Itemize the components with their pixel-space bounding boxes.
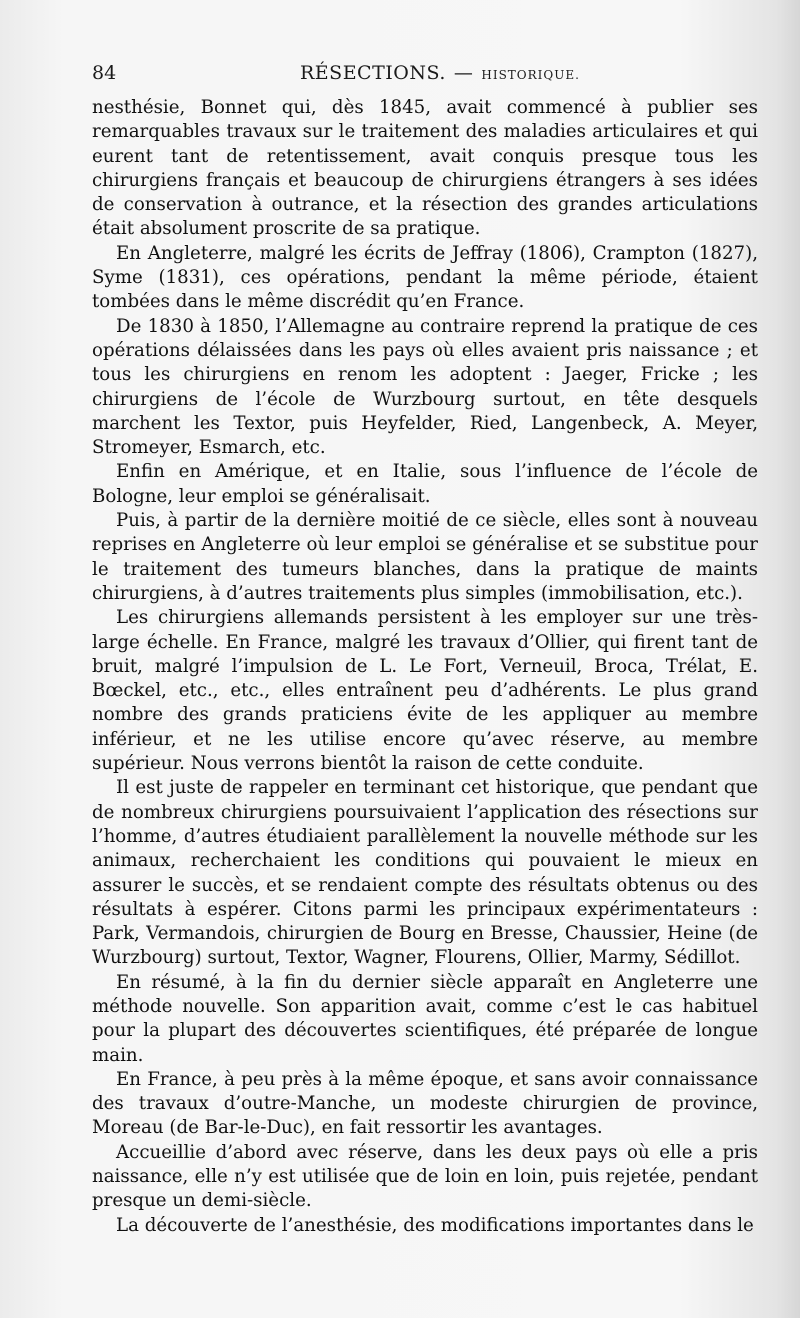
paragraph-2: En Angleterre, malgré les écrits de Jeffray (1806), Crampton (1827), Syme (1831), ces opérations, pendant la même période, étaient tombées dans le même discrédit qu’en France. <box>92 242 758 313</box>
paragraph-8: En résumé, à la fin du dernier siècle apparaît en Angleterre une méthode nouvelle. Son apparition avait, comme c’est le cas habituel pour la plupart des découvertes scientifiques, été préparée de longue main. <box>92 971 758 1066</box>
paragraph-9: En France, à peu près à la même époque, et sans avoir connaissance des travaux d’outre-Manche, un modeste chirurgien de province, Moreau (de Bar-le-Duc), en fait ressortir les avantages. <box>92 1068 758 1139</box>
paragraph-10: Accueillie d’abord avec réserve, dans les deux pays où elle a pris naissance, elle n’y est utilisée que de loin en loin, puis rejetée, pendant presque un demi-siècle. <box>92 1141 758 1212</box>
section-title: HISTORIQUE. <box>481 68 580 82</box>
running-title <box>300 62 580 84</box>
paragraph-11: La découverte de l’anesthésie, des modifications importantes dans le <box>116 1214 754 1236</box>
paragraph-4: Enfin en Amérique, et en Italie, sous l’influence de l’école de Bologne, leur emploi se généralisait. <box>92 461 758 507</box>
page-header <box>92 58 758 88</box>
paragraph-3: De 1830 à 1850, l’Allemagne au contraire reprend la pratique de ces opérations délaissées dans les pays où elles avaient pris naissance ; et tous les chirurgiens en renom les adoptent : Jaeger, Fricke ; les chirurgiens de l’école de Wurzbourg surtout, en tête desquels marchent les Textor, puis Heyfelder, Ried, Langenbeck, A. Meyer, Stromeyer, Esmarch, etc. <box>92 315 758 459</box>
paragraph-5: Puis, à partir de la dernière moitié de ce siècle, elles sont à nouveau reprises en Angleterre où leur emploi se généralise et se substitue pour le traitement des tumeurs blanches, dans la pratique de maints chirurgiens, à d’autres traitements plus simples (immobilisation, etc.). <box>92 510 758 604</box>
paragraph-6: Les chirurgiens allemands persistent à les employer sur une très-large échelle. En France, malgré les travaux d’Ollier, qui firent tant de bruit, malgré l’impulsion de L. Le Fort, Verneuil, Broca, Trélat, E. Bœckel, etc., etc., elles entraînent peu d’adhérents. Le plus grand nombre des grands praticiens évite de les appliquer au membre inférieur, et ne les utilise encore qu’avec réserve, au membre supérieur. Nous verrons bientôt la raison de cette conduite. <box>92 607 758 775</box>
paragraph-7: Il est juste de rappeler en terminant cet historique, que pendant que de nombreux chirurgiens poursuivaient l’application des résections sur l’homme, d’autres étudiaient parallèlement la nouvelle méthode sur les animaux, recherchaient les conditions qui pouvaient le mieux en assurer le succès, et se rendaient compte des résultats obtenus ou des résultats à espérer. Citons parmi les principaux expérimentateurs : Park, Vermandois, chirurgien de Bourg en Bresse, Chaussier, Heine (de Wurzbourg) surtout, Textor, Wagner, Flourens, Ollier, Marmy, Sédillot. <box>92 777 758 969</box>
paragraph-1: nesthésie, Bonnet qui, dès 1845, avait commencé à publier ses remarquables travaux sur le traitement des maladies articulaires et qui eurent tant de retentissement, avait conquis presque tous les chirurgiens français et beaucoup de chirurgiens étrangers à ses idées de conservation à outrance, et la résection des grandes articulations était absolument proscrite de sa pratique. <box>92 97 758 240</box>
body-text <box>92 96 758 1238</box>
chapter-title: RÉSECTIONS. <box>300 62 446 84</box>
page-number: 84 <box>92 62 117 84</box>
title-dash: — <box>453 62 474 84</box>
